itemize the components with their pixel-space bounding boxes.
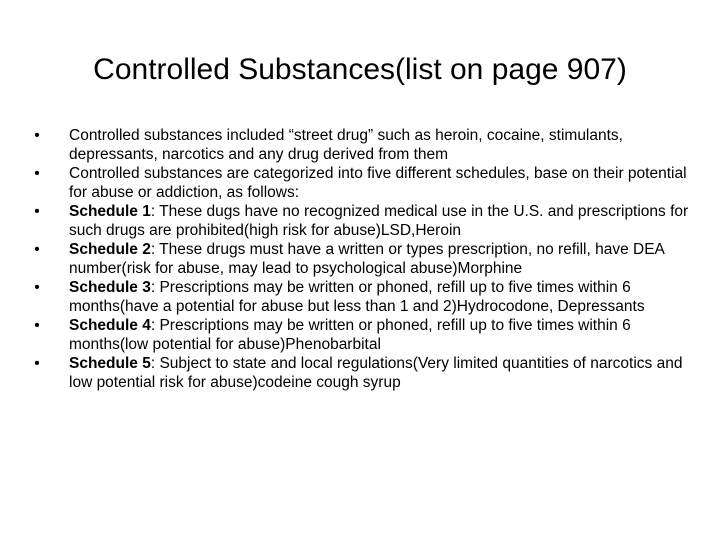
bullet-icon: •	[34, 165, 40, 182]
slide-title: Controlled Substances(list on page 907)	[93, 53, 627, 86]
schedule-label: Schedule 5	[69, 355, 151, 372]
bullet-text: : These drugs must have a written or types prescription, no refill, have DEA number(risk for abuse, may lead to psychological abuse)Morphine	[69, 241, 665, 277]
bullet-text: Controlled substances included “street drug” such as heroin, cocaine, stimulants, depressants, narcotics and any drug derived from them	[69, 127, 623, 163]
bullet-text: Controlled substances are categorized into five different schedules, base on their potential for abuse or addiction, as follows:	[69, 165, 687, 201]
bullet-icon: •	[34, 241, 40, 258]
bullet-item	[30, 202, 702, 240]
bullet-item	[30, 164, 702, 202]
bullet-text: : These dugs have no recognized medical use in the U.S. and prescriptions for such drugs are prohibited(high risk for abuse)LSD,Heroin	[69, 203, 689, 239]
schedule-label: Schedule 4	[69, 317, 151, 334]
bullet-icon: •	[34, 127, 40, 144]
bullet-text: : Prescriptions may be written or phoned, refill up to five times within 6 months(have a potential for abuse but less than 1 and 2)Hydrocodone, Depressants	[69, 279, 645, 315]
bullet-item	[30, 126, 702, 164]
schedule-label: Schedule 3	[69, 279, 151, 296]
bullet-icon: •	[34, 355, 40, 372]
bullet-item	[30, 316, 702, 354]
bullet-icon: •	[34, 317, 40, 334]
bullet-icon: •	[34, 279, 40, 296]
bullet-icon: •	[34, 203, 40, 220]
schedule-label: Schedule 2	[69, 241, 151, 258]
bullet-text: : Subject to state and local regulations(Very limited quantities of narcotics and low potential risk for abuse)codeine cough syrup	[69, 355, 683, 391]
bullet-list	[30, 126, 702, 392]
schedule-label: Schedule 1	[69, 203, 151, 220]
bullet-item	[30, 240, 702, 278]
bullet-item	[30, 354, 702, 392]
bullet-item	[30, 278, 702, 316]
bullet-text: : Prescriptions may be written or phoned, refill up to five times within 6 months(low potential for abuse)Phenobarbital	[69, 317, 631, 353]
